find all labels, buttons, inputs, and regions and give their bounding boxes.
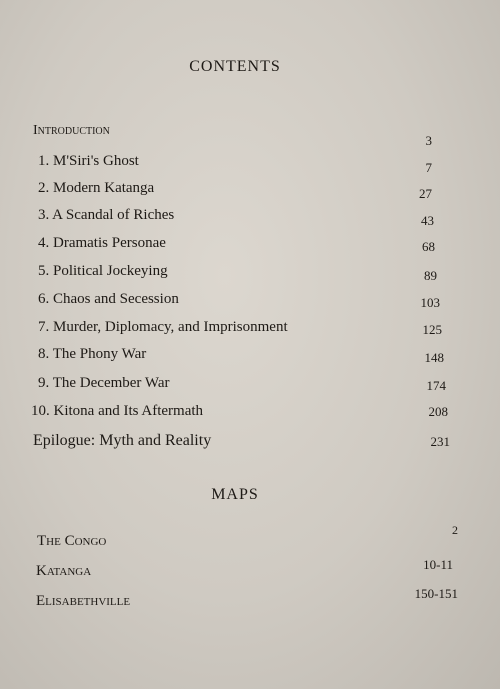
toc-page-6: 103 (420, 295, 440, 310)
toc-entry-7: 7. Murder, Diplomacy, and Imprisonment (38, 319, 288, 335)
toc-page-4: 68 (422, 239, 435, 254)
maps-heading: MAPS (211, 486, 259, 503)
toc-entry-5: 5. Political Jockeying (38, 263, 168, 279)
toc-entry-4: 4. Dramatis Personae (38, 235, 166, 251)
toc-page-2: 27 (419, 186, 432, 201)
toc-page-5: 89 (424, 268, 437, 283)
toc-entry-10: 10. Kitona and Its Aftermath (31, 403, 204, 419)
toc-page-10: 208 (428, 404, 448, 419)
map-page-elisabethville: 150-151 (414, 586, 458, 601)
toc-entry-introduction: Introduction (33, 123, 110, 138)
toc-entry-epilogue: Epilogue: Myth and Reality (33, 432, 212, 449)
toc-page-introduction: 3 (425, 133, 432, 148)
toc-entry-9: 9. The December War (38, 375, 170, 391)
map-page-katanga: 10-11 (423, 557, 453, 572)
toc-page-9: 174 (426, 378, 446, 393)
toc-entry-3: 3. A Scandal of Riches (38, 207, 175, 223)
map-entry-katanga: Katanga (36, 563, 92, 579)
contents-heading: CONTENTS (189, 58, 281, 75)
toc-page-3: 43 (421, 213, 434, 228)
toc-entry-6: 6. Chaos and Secession (38, 291, 179, 307)
toc-page-7: 125 (422, 322, 442, 337)
toc-page-8: 148 (424, 350, 444, 365)
toc-entry-8: 8. The Phony War (38, 346, 147, 362)
toc-page-1: 7 (425, 160, 432, 175)
toc-page-epilogue: 231 (430, 434, 450, 449)
map-entry-congo: The Congo (37, 533, 107, 549)
map-page-congo: 2 (452, 523, 458, 537)
toc-entry-2: 2. Modern Katanga (38, 180, 155, 196)
toc-entry-1: 1. M'Siri's Ghost (38, 153, 139, 169)
map-entry-elisabethville: Elisabethville (36, 593, 131, 609)
